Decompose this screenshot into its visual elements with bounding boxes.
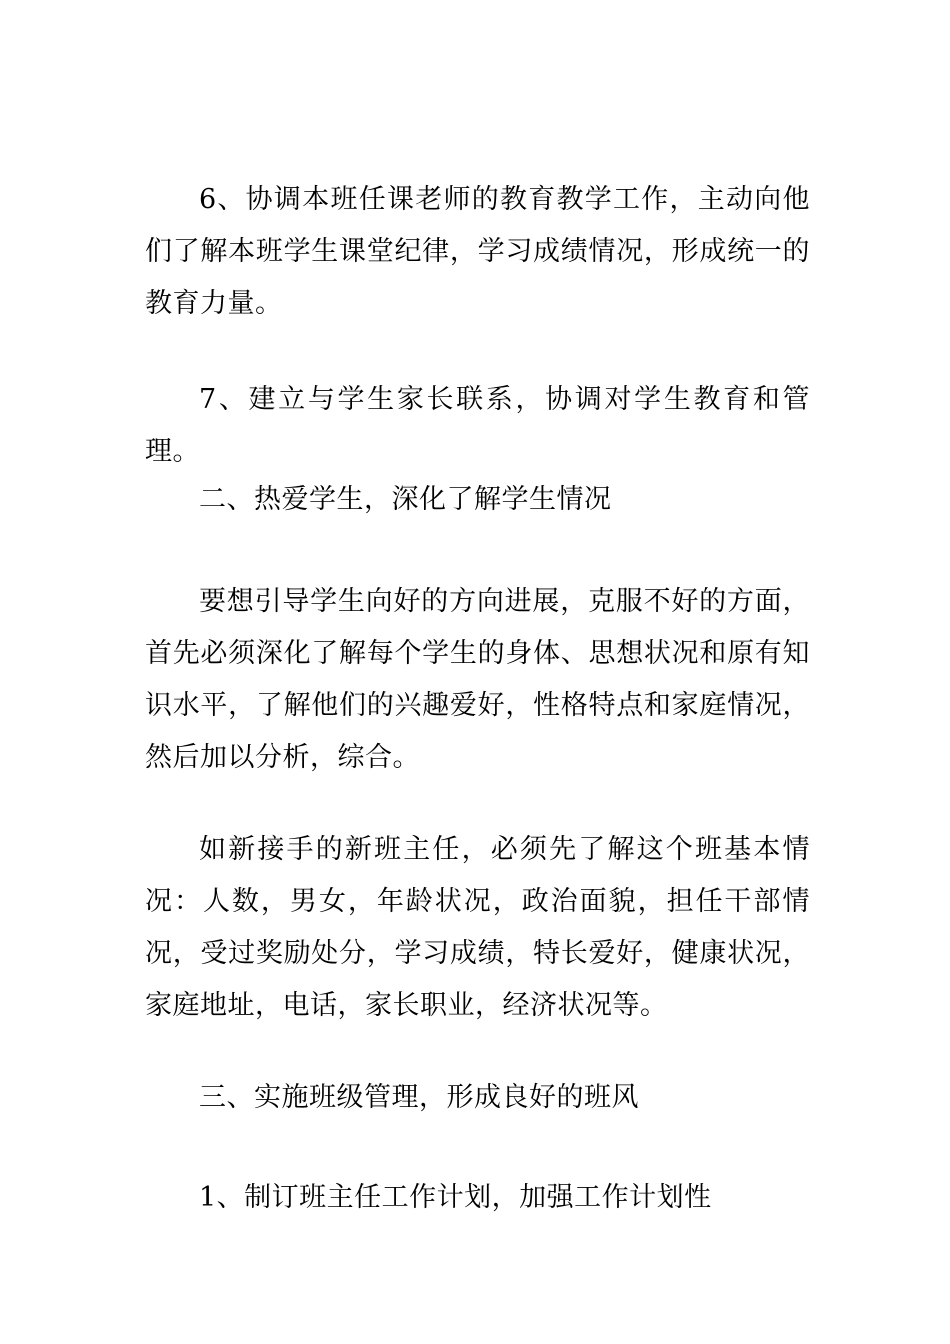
paragraph-new-head-teacher: 如新接手的新班主任，必须先了解这个班基本情况：人数，男女，年龄状况，政治面貌，担任干部情况，受过奖励处分，学习成绩，特长爱好，健康状况，家庭地址，电话，家长职业，经济状况等。 — [145, 834, 810, 1021]
paragraph-item-1: 1、制订班主任工作计划，加强工作计划性 — [199, 1182, 712, 1213]
section-heading-3: 三、实施班级管理，形成良好的班风 — [199, 1082, 639, 1113]
section-heading-2: 二、热爱学生，深化了解学生情况 — [199, 484, 612, 515]
paragraph-understand-students: 要想引导学生向好的方向进展，克服不好的方面，首先必须深化了解每个学生的身体、思想状况和原有知识水平，了解他们的兴趣爱好，性格特点和家庭情况，然后加以分析，综合。 — [145, 586, 810, 773]
paragraph-item-6: 6、协调本班任课老师的教育教学工作，主动向他们了解本班学生课堂纪律，学习成绩情况，形成统一的教育力量。 — [145, 184, 810, 319]
paragraph-item-7: 7、建立与学生家长联系，协调对学生教育和管理。 — [145, 384, 810, 467]
